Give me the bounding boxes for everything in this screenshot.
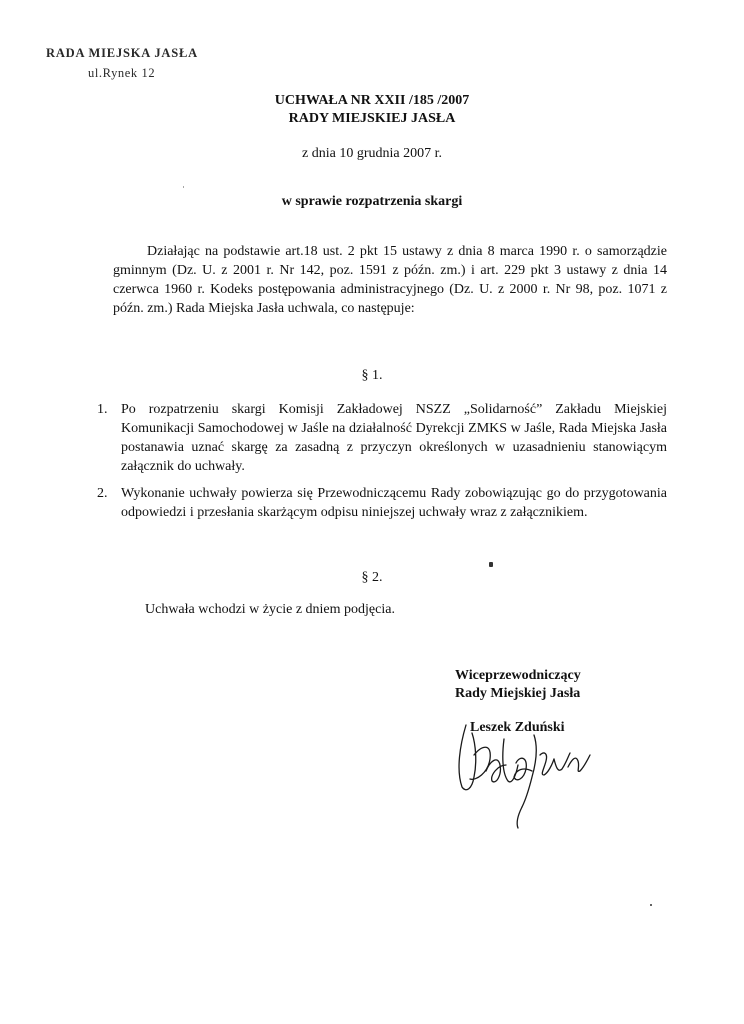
section-2-text: Uchwała wchodzi w życie z dniem podjęcia. (145, 602, 395, 617)
section-1-item (97, 484, 667, 522)
signatory-name: Leszek Zduński (470, 720, 565, 735)
signatory-role: Wiceprzewodniczący (455, 668, 581, 683)
resolution-title: UCHWAŁA NR XXII /185 /2007 (274, 93, 470, 108)
item-number: 1. (97, 402, 108, 417)
item-text: Po rozpatrzeniu skargi Komisji Zakładowej NSZZ „Solidarność” Zakładu Miejskiej Komunikacji Samochodowej w Jaśle na działalność Dyrekcji ZMKS w Jaśle, Rada Miejska Jasła postanawia uznać skargę za zasadną z przyczyn określonych w uzasadnieniu stanowiącym załącznik do uchwały. (121, 402, 667, 474)
stamp-address: ul.Rynek 12 (88, 66, 156, 80)
signatory-council: Rady Miejskiej Jasła (455, 686, 581, 701)
scan-speck (650, 904, 652, 906)
resolution-council: RADY MIEJSKIEJ JASŁA (288, 111, 456, 126)
item-text: Wykonanie uchwały powierza się Przewodniczącemu Rady zobowiązując go do przygotowania odpowiedzi i przesłania skarżącym odpisu niniejszej uchwały wraz z załącznikiem. (121, 486, 667, 520)
preamble-paragraph: Działając na podstawie art.18 ust. 2 pkt 15 ustawy z dnia 8 marca 1990 r. o samorządzie gminnym (Dz. U. z 2001 r. Nr 142, poz. 1591 z późn. zm.) i art. 229 pkt 3 ustawy z dnia 14 czerwca 1960 r. Kodeks postępowania administracyjnego (Dz. U. z 2000 r. Nr 98, poz. 1071 z późn. zm.) Rada Miejska Jasła uchwala, co następuje: (113, 244, 667, 316)
stamp-council-name: RADA MIEJSKA JASŁA (46, 46, 198, 60)
section-1-heading: § 1. (361, 368, 383, 383)
scan-speck (489, 562, 493, 567)
resolution-subject: w sprawie rozpatrzenia skargi (281, 194, 463, 209)
resolution-date: z dnia 10 grudnia 2007 r. (302, 146, 442, 161)
section-1-item (97, 400, 667, 476)
item-number: 2. (97, 486, 108, 501)
scan-speck (183, 186, 184, 188)
handwritten-signature (452, 715, 602, 830)
section-2-heading: § 2. (361, 570, 383, 585)
